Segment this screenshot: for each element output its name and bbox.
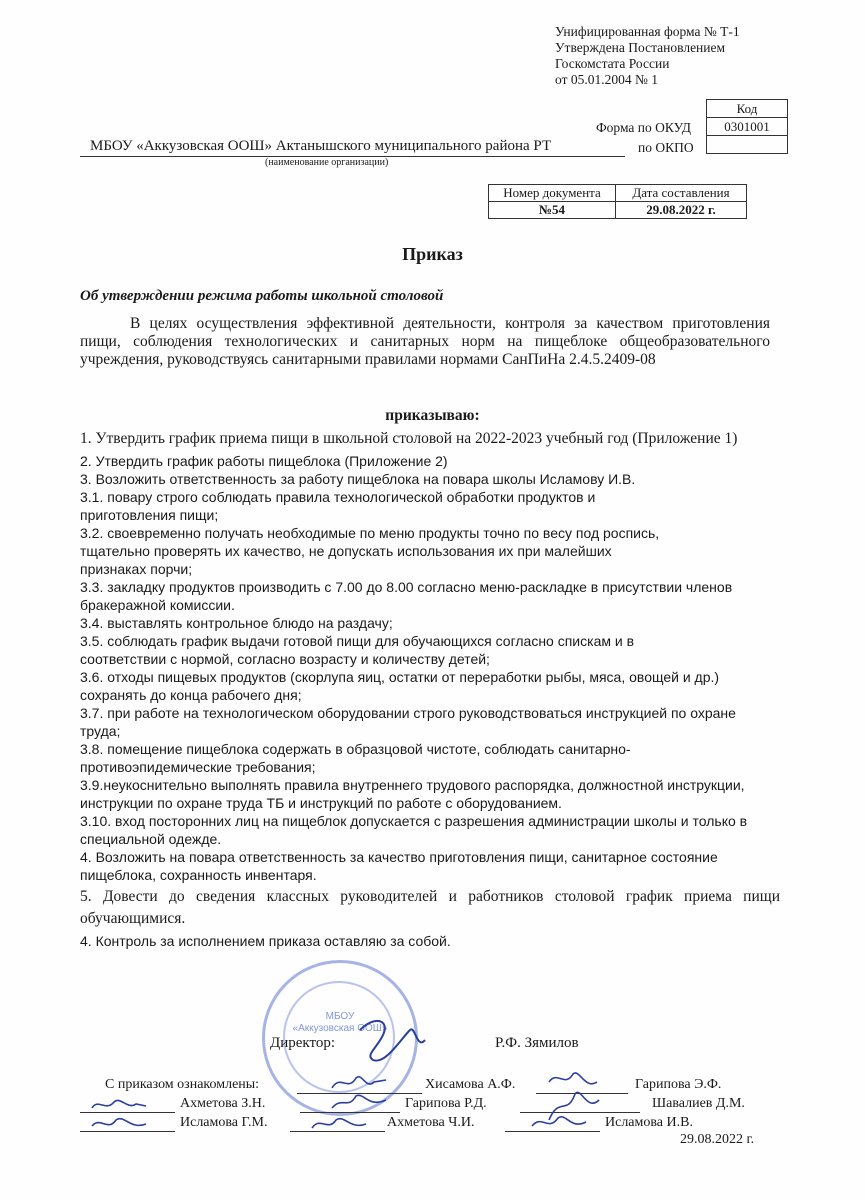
order-item: 3.6. отходы пищевых продуктов (скорлупа яиц, остатки от переработки рыбы, мяса, овощей и др.) сохранять до конца рабочего дня; [80,669,720,703]
document-date: 29.08.2022 г. [616,202,747,219]
acquainted-name: Хисамова А.Ф. [425,1077,516,1092]
document-number: №54 [489,202,616,219]
order-item: 3.2. своевременно получать необходимые по меню продукты точно по весу под роспись, тщательно проверять их качество, не допускать использования их при малейших признаках порчи; [80,525,660,577]
acquainted-label: С приказом ознакомлены: [105,1077,260,1092]
director-signature [355,1010,435,1070]
acquainted-name: Исламова И.В. [605,1115,693,1130]
handwritten-signature [310,1110,370,1136]
director-name: Р.Ф. Зямилов [495,1035,579,1051]
preamble [80,315,770,369]
document-number-label: Номер документа [489,185,616,202]
order-item: 3.4. выставлять контрольное блюдо на раздачу; [80,615,393,631]
acquainted-name: Гарипова Р.Д. [405,1096,487,1111]
order-item: 3.3. закладку продуктов производить с 7.00 до 8.00 согласно меню-раскладке в присутствии членов бракеражной комиссии. [80,579,733,613]
stamp-line: «Аккузовская ООШ» [292,1023,388,1034]
okud-label: Форма по ОКУД [596,120,692,135]
handwritten-signature [530,1110,590,1136]
form-info-line: от 05.01.2004 № 1 [555,72,658,87]
order-item: 3.9.неукоснительно выполнять правила внутреннего трудового распорядка, должностной инструкции, инструкции по охране труда ТБ и инструкций по работе с оборудованием. [80,777,745,811]
order-item: 3.8. помещение пищеблока содержать в образцовой чистоте, соблюдать санитарно-противоэпидемические требования; [80,741,631,775]
order-item: 1. Утвердить график приема пищи в школьной столовой на 2022-2023 учебный год (Приложение 1) [80,430,738,447]
order-subject: Об утверждении режима работы школьной столовой [80,288,444,304]
acquainted-date: 29.08.2022 г. [680,1132,755,1147]
okpo-value [707,136,788,154]
form-info-line: Утверждена Постановлением [555,40,726,55]
codes-header: Код [707,100,788,118]
order-item: 4. Возложить на повара ответственность за качество приготовления пищи, санитарное состояние пищеблока, сохранность инвентаря. [80,849,718,883]
acquainted-name: Исламова Г.М. [180,1115,268,1130]
form-info-line: Унифицированная форма № Т-1 [555,24,740,39]
page-title: Приказ [402,244,463,264]
form-info [555,24,740,88]
signature-label: Директор: [270,1035,336,1051]
order-item: 3.10. вход посторонних лиц на пищеблок допускается с разрешения администрации школы и только в специальной одежде. [80,813,748,847]
acquainted-name: Ахметова З.Н. [180,1096,266,1111]
organization-hint: (наименование организации) [265,157,389,168]
handwritten-signature [90,1112,150,1138]
order-item: 2. Утвердить график работы пищеблока (Приложение 2) [80,453,448,469]
organization-name: МБОУ «Аккузовская ООШ» Актанышского муниципального района РТ [90,138,552,154]
okpo-label: по ОКПО [638,140,694,155]
form-info-line: Госкомстата России [555,56,670,71]
codes-table [706,99,788,154]
acquainted-name: Гарипова Э.Ф. [635,1077,722,1092]
order-item: 4. Контроль за исполнением приказа оставляю за собой. [80,933,451,949]
order-item: 3.1. повару строго соблюдать правила технологической обработки продуктов и приготовления пищи; [80,489,596,523]
order-item: 5. Довести до сведения классных руководителей и работников столовой график приема пищи обучающимися. [80,888,780,927]
order-item: 3.7. при работе на технологическом оборудовании строго руководствоваться инструкцией по охране труда; [80,705,736,739]
order-item: 3.5. соблюдать график выдачи готовой пищи для обучающихся согласно спискам и в соответствии с нормой, согласно возрасту и количеству детей; [80,633,635,667]
document-table [488,184,747,219]
acquainted-name: Ахметова Ч.И. [387,1115,475,1130]
order-item: 3. Возложить ответственность за работу пищеблока на повара школы Исламову И.В. [80,471,636,487]
stamp-line: МБОУ [325,1011,355,1022]
preamble-text: В целях осуществления эффективной деятельности, контроля за качеством приготовления пищи, соблюдения технологических и санитарных норм на пищеблоке общеобразовательного учреждения, руководствуясь санитарными правилами нормами СанПиНа 2.4.5.2409-08 [80,315,770,368]
okud-value: 0301001 [707,118,788,136]
order-word: приказываю: [385,407,480,424]
order-items [80,428,780,950]
acquainted-name: Шавалиев Д.М. [652,1096,745,1111]
document-date-label: Дата составления [616,185,747,202]
